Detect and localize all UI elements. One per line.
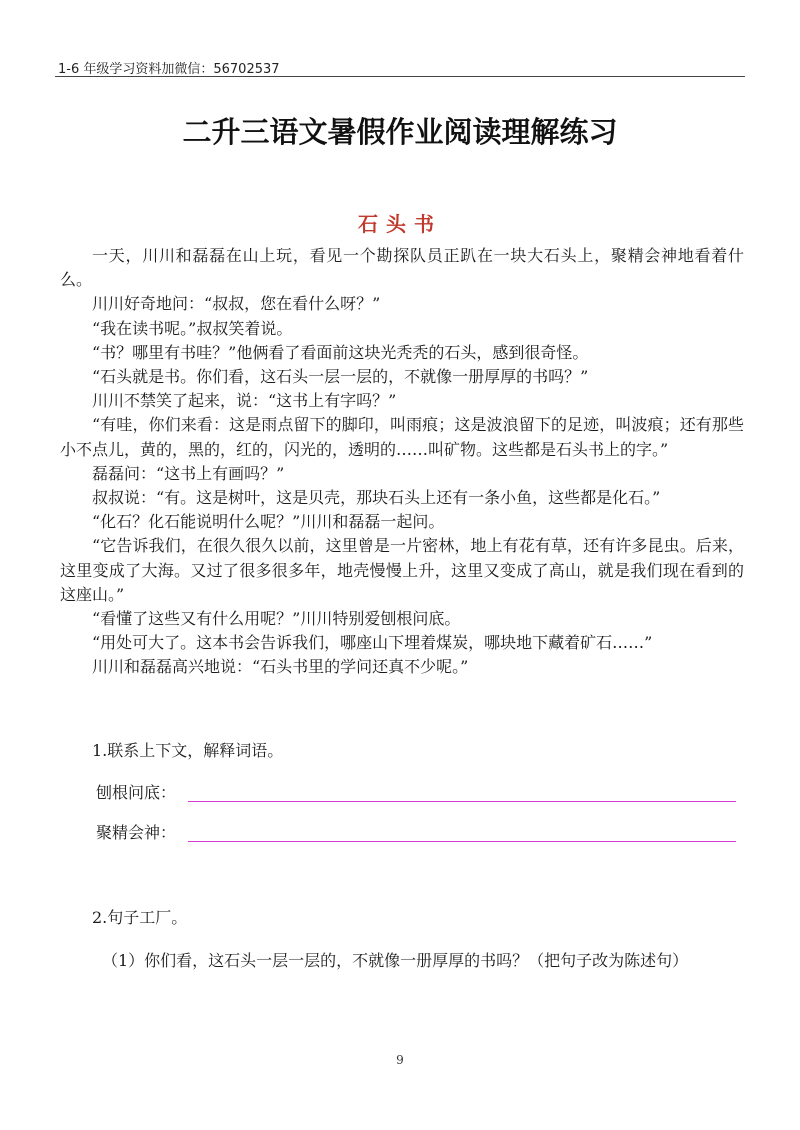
story-paragraph: “书？哪里有书哇？”他俩看了看面前这块光秃秃的石头，感到很奇怪。 bbox=[92, 342, 589, 362]
question-1-heading: 1.联系上下文，解释词语。 bbox=[92, 741, 284, 760]
story-title: 石头书 bbox=[358, 212, 442, 236]
answer-line[interactable] bbox=[188, 801, 736, 802]
answer-row-paogen bbox=[96, 779, 736, 803]
answer-line[interactable] bbox=[188, 841, 736, 842]
story-paragraph: “用处可大了。这本书会告诉我们，哪座山下埋着煤炭，哪块地下藏着矿石……” bbox=[92, 633, 653, 653]
story-paragraph: “看懂了这些又有什么用呢？”川川特别爱刨根问底。 bbox=[92, 609, 461, 629]
story-paragraph: “化石？化石能说明什么呢？”川川和磊磊一起问。 bbox=[92, 512, 445, 532]
story-text bbox=[60, 244, 744, 680]
story-paragraph: 川川和磊磊高兴地说：“石头书里的学问还真不少呢。” bbox=[92, 657, 469, 677]
story-paragraph: 一天，川川和磊磊在山上玩，看见一个勘探队员正趴在一块大石头上，聚精会神地看着什么。 bbox=[60, 246, 744, 290]
story-paragraph: 川川不禁笑了起来，说：“这书上有字吗？” bbox=[92, 391, 397, 411]
header-divider bbox=[55, 76, 745, 77]
header-text: 1-6 年级学习资料加微信：56702537 bbox=[58, 62, 280, 77]
story-paragraph: “石头就是书。你们看，这石头一层一层的，不就像一册厚厚的书吗？” bbox=[92, 367, 589, 387]
page-title: 二升三语文暑假作业阅读理解练习 bbox=[182, 115, 618, 149]
story-paragraph: 叔叔说：“有。这是树叶，这是贝壳，那块石头上还有一条小鱼，这些都是化石。” bbox=[92, 488, 661, 508]
question-2-heading: 2.句子工厂。 bbox=[92, 908, 188, 927]
story-paragraph: “有哇，你们来看：这是雨点留下的脚印，叫雨痕；这是波浪留下的足迹，叫波痕；还有那些小不点儿，黄的，黑的，红的，闪光的，透明的……叫矿物。这些都是石头书上的字。” bbox=[60, 415, 744, 459]
story-paragraph: 磊磊问：“这书上有画吗？” bbox=[92, 463, 285, 483]
question-2-sub-1: （1）你们看，这石头一层一层的，不就像一册厚厚的书吗？（把句子改为陈述句） bbox=[102, 951, 689, 970]
answer-label: 聚精会神： bbox=[96, 823, 177, 842]
page-number: 9 bbox=[396, 1053, 404, 1067]
story-paragraph: “我在读书呢。”叔叔笑着说。 bbox=[92, 318, 293, 338]
answer-label: 刨根问底： bbox=[96, 783, 177, 802]
answer-row-jujing bbox=[96, 819, 736, 843]
story-paragraph: 川川好奇地问：“叔叔，您在看什么呀？” bbox=[92, 294, 381, 314]
story-paragraph: “它告诉我们，在很久很久以前，这里曾是一片密林，地上有花有草，还有许多昆虫。后来，这里变成了大海。又过了很多很多年，地壳慢慢上升，这里又变成了高山，就是我们现在看到的这座山。” bbox=[60, 536, 744, 604]
